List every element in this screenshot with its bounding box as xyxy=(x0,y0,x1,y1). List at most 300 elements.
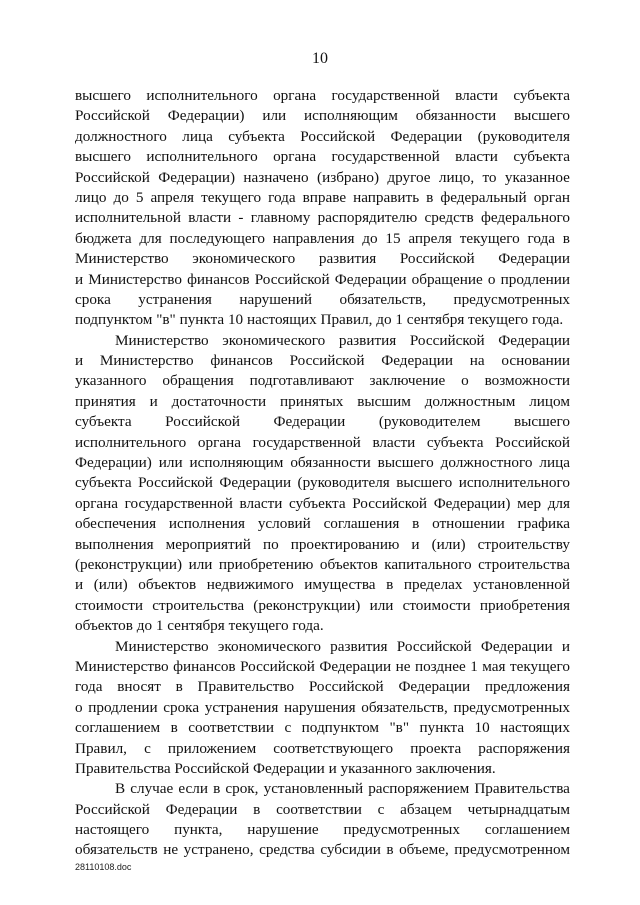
word: в xyxy=(213,780,221,798)
word: обязанности xyxy=(290,454,371,472)
word: вправе xyxy=(302,188,347,206)
word: отношении xyxy=(432,515,505,533)
word: графика xyxy=(517,515,570,533)
word: должностного xyxy=(440,454,533,472)
word: Федерации xyxy=(253,759,325,777)
text-line xyxy=(75,514,570,534)
word: исполняющим xyxy=(304,107,398,125)
word: Российской xyxy=(75,107,150,125)
word: апреля xyxy=(150,188,195,206)
word: обеспечения xyxy=(75,515,157,533)
word: устранено, xyxy=(183,841,254,859)
paragraph xyxy=(75,779,570,861)
word: федерального xyxy=(481,209,570,227)
word: последующего xyxy=(169,229,266,247)
word: устранения xyxy=(204,698,279,716)
word: и xyxy=(75,352,84,370)
word: продлении xyxy=(500,270,570,288)
word: направления xyxy=(272,229,355,247)
word: субъекта xyxy=(228,127,285,145)
document-body xyxy=(75,86,570,861)
text-line xyxy=(75,616,570,636)
word: высшего xyxy=(75,148,131,166)
word: случае xyxy=(130,780,174,798)
text-line xyxy=(75,351,570,371)
word: распоряжения xyxy=(478,739,570,757)
word: бюджета xyxy=(75,229,132,247)
word: Федерации xyxy=(273,413,346,431)
text-line xyxy=(75,698,570,718)
text-line xyxy=(75,147,570,167)
word: проектированию xyxy=(290,535,400,553)
word: объектов xyxy=(75,617,133,635)
word: с xyxy=(377,800,385,818)
text-line xyxy=(75,575,570,595)
word: срока xyxy=(163,698,200,716)
word: настоящих xyxy=(500,719,570,737)
word: мая xyxy=(482,657,506,675)
word: и xyxy=(411,535,420,553)
word: строительства xyxy=(478,555,570,573)
word: или xyxy=(158,454,183,472)
word: по xyxy=(262,535,279,553)
word: распоряжением xyxy=(368,780,470,798)
word: с xyxy=(284,719,292,737)
word: текущего xyxy=(509,657,570,675)
text-line xyxy=(75,820,570,840)
word: (руководителем xyxy=(378,413,481,431)
word: главному xyxy=(250,209,311,227)
word: объектов xyxy=(319,555,378,573)
word: в xyxy=(253,800,261,818)
page-number: 10 xyxy=(312,50,328,67)
word: до xyxy=(113,188,129,206)
word: Министерство xyxy=(88,270,182,288)
word: (или) xyxy=(93,576,128,594)
word: в xyxy=(426,188,434,206)
word: или xyxy=(369,596,394,614)
word: "в" xyxy=(156,311,176,329)
text-line xyxy=(75,188,570,208)
word: органа xyxy=(273,87,317,104)
word: строительства xyxy=(152,596,245,614)
word: государственной xyxy=(331,148,440,166)
word: до xyxy=(362,229,378,247)
word: Правительство xyxy=(197,678,295,696)
word: приобретению xyxy=(218,555,314,573)
word: и xyxy=(328,759,337,777)
text-line xyxy=(75,494,570,514)
word: в xyxy=(562,229,570,247)
text-line xyxy=(75,800,570,820)
word: распорядителю xyxy=(317,209,418,227)
word: власти xyxy=(455,148,498,166)
word: мероприятий xyxy=(165,535,251,553)
word: экономического xyxy=(222,331,326,349)
word: Российской xyxy=(300,127,376,145)
word: основании xyxy=(501,352,570,370)
text-line xyxy=(75,106,570,126)
word: Федерации xyxy=(165,800,238,818)
text-line xyxy=(75,473,570,493)
word: другое xyxy=(387,168,431,186)
word: исполнительного xyxy=(75,433,187,451)
text-line xyxy=(75,555,570,575)
word: предусмотренных xyxy=(343,821,460,839)
word: Федерации) xyxy=(433,494,511,512)
word: если xyxy=(178,780,208,798)
word: пункта xyxy=(179,311,225,329)
text-line xyxy=(75,371,570,391)
word: позднее xyxy=(414,657,466,675)
word: высшим xyxy=(357,392,411,410)
word: государственной xyxy=(124,494,233,512)
word: - xyxy=(238,209,244,227)
paragraph xyxy=(75,637,570,780)
word: условий xyxy=(257,515,311,533)
word: 15 xyxy=(385,229,401,247)
word: соответствии xyxy=(276,800,362,818)
text-line xyxy=(75,270,570,290)
word: финансов xyxy=(210,352,273,370)
word: стоимости xyxy=(75,596,143,614)
word: с xyxy=(144,739,151,757)
word: (или) xyxy=(431,535,466,553)
word: срока xyxy=(75,290,111,308)
word: недвижимого xyxy=(206,576,294,594)
word: исполнительного xyxy=(146,148,258,166)
word: Федерации xyxy=(334,270,407,288)
word: капитального xyxy=(384,555,472,573)
word: 1 xyxy=(470,657,478,675)
word: государственной xyxy=(252,433,361,451)
word: обязанности xyxy=(415,107,497,125)
paragraph xyxy=(75,331,570,637)
word: или xyxy=(262,107,287,125)
word: субсидии xyxy=(320,841,381,859)
word: экономического xyxy=(217,637,321,655)
word: соответствующего xyxy=(273,739,394,757)
word: то xyxy=(482,168,497,186)
word: апреля xyxy=(408,229,452,247)
word: не xyxy=(163,841,179,859)
word: высшего xyxy=(75,87,131,104)
word: направить xyxy=(353,188,420,206)
word: подпунктом xyxy=(301,719,380,737)
word: средства xyxy=(259,841,315,859)
word: Федерации) xyxy=(167,107,245,125)
word: высшего xyxy=(513,413,570,431)
text-line xyxy=(75,290,570,310)
word: лицо, xyxy=(438,168,475,186)
word: указанного xyxy=(340,759,413,777)
word: Правительства xyxy=(75,759,171,777)
text-line xyxy=(75,433,570,453)
word: года xyxy=(75,678,103,696)
word: продлении xyxy=(88,698,158,716)
word: подпунктом xyxy=(75,311,153,329)
word: пункта, xyxy=(174,821,223,839)
word: соответствии xyxy=(188,719,275,737)
word: Федерации xyxy=(319,657,392,675)
word: строительству xyxy=(477,535,570,553)
word: развития xyxy=(330,637,388,655)
word: устранения xyxy=(138,290,212,308)
word: исполнительной xyxy=(75,209,181,227)
word: Федерации xyxy=(219,474,292,492)
word: Федерации xyxy=(381,352,453,370)
word: принятых xyxy=(279,392,344,410)
word: приложением xyxy=(167,739,257,757)
word: в xyxy=(175,678,183,696)
word: власти xyxy=(188,209,232,227)
word: Российской xyxy=(254,270,330,288)
word: выполнения xyxy=(75,535,154,553)
text-line xyxy=(75,310,570,330)
word: обращение xyxy=(411,270,483,288)
word: финансов xyxy=(173,657,236,675)
word: приобретения xyxy=(479,596,570,614)
word: назначено xyxy=(243,168,309,186)
word: федеральный xyxy=(440,188,527,206)
word: предложения xyxy=(484,678,570,696)
text-line xyxy=(75,331,570,351)
word: должностным xyxy=(424,392,516,410)
word: нарушение xyxy=(247,821,319,839)
word: для xyxy=(139,229,162,247)
word: о xyxy=(75,698,83,716)
word: нарушения xyxy=(284,698,356,716)
word: соглашением xyxy=(484,821,570,839)
word: лица xyxy=(539,454,570,472)
word: Российской xyxy=(495,433,570,451)
word: лицом xyxy=(529,392,570,410)
word: Федерации) xyxy=(75,454,152,472)
word: для xyxy=(547,494,570,512)
word: стоимости xyxy=(402,596,471,614)
text-line xyxy=(75,208,570,228)
word: органа xyxy=(197,433,241,451)
word: развития xyxy=(318,250,377,268)
text-line xyxy=(75,718,570,738)
word: обращения xyxy=(162,372,234,390)
word: должностного xyxy=(75,127,167,145)
word: Российской xyxy=(399,250,475,268)
paragraph xyxy=(75,86,570,331)
word: заключение xyxy=(369,372,446,390)
word: Российской xyxy=(75,800,150,818)
word: (руководителя xyxy=(477,127,570,145)
text-line xyxy=(75,453,570,473)
word: Российской xyxy=(75,168,150,186)
word: Российской xyxy=(289,352,365,370)
word: соглашения xyxy=(323,515,400,533)
word: субъекта xyxy=(75,474,132,492)
word: срок, xyxy=(225,780,259,798)
word: Правил, xyxy=(75,739,127,757)
text-line xyxy=(75,392,570,412)
word: средств xyxy=(424,209,474,227)
word: пределах xyxy=(403,576,463,594)
word: (руководителя xyxy=(297,474,390,492)
word: четырнадцатым xyxy=(467,800,570,818)
word: года. xyxy=(531,311,564,329)
word: объеме, xyxy=(399,841,449,859)
word: высшего xyxy=(396,474,453,492)
word: Российской xyxy=(308,678,384,696)
word: в xyxy=(386,841,394,859)
document-footer: 28110108.doc xyxy=(75,862,132,872)
word: лицо xyxy=(75,188,107,206)
text-line xyxy=(75,535,570,555)
word: Российской xyxy=(409,331,485,349)
word: Федерации xyxy=(480,637,553,655)
word: Министерство xyxy=(115,637,209,655)
word: принятия xyxy=(75,392,136,410)
word: года xyxy=(527,229,555,247)
text-line xyxy=(75,127,570,147)
word: вносят xyxy=(117,678,161,696)
word: Правил, xyxy=(320,311,373,329)
text-line xyxy=(75,840,570,860)
word: о xyxy=(487,270,496,288)
word: орган xyxy=(533,188,570,206)
word: Федерации xyxy=(390,127,463,145)
text-line xyxy=(75,759,570,779)
word: установленный xyxy=(263,780,364,798)
word: или xyxy=(188,555,213,573)
word: и xyxy=(75,576,84,594)
word: до xyxy=(376,311,392,329)
word: текущего xyxy=(228,617,289,635)
word: до xyxy=(136,617,153,635)
word: и xyxy=(561,637,570,655)
word: текущего xyxy=(459,229,520,247)
word: Российской xyxy=(396,637,472,655)
word: субъекта xyxy=(513,87,570,104)
word: предусмотренном xyxy=(454,841,570,859)
word: Министерство xyxy=(75,250,169,268)
word: развития xyxy=(338,331,397,349)
word: на xyxy=(469,352,485,370)
word: проекта xyxy=(410,739,462,757)
word: указанного xyxy=(75,372,147,390)
word: достаточности xyxy=(171,392,267,410)
text-line xyxy=(75,86,570,106)
text-line xyxy=(75,596,570,616)
word: 1 xyxy=(155,617,164,635)
word: не xyxy=(395,657,411,675)
word: Федерации) xyxy=(158,168,236,186)
word: власти xyxy=(372,433,416,451)
word: в xyxy=(386,576,394,594)
word: высшего xyxy=(377,454,434,472)
word: соглашением xyxy=(75,719,161,737)
text-line xyxy=(75,168,570,188)
word: установленной xyxy=(473,576,570,594)
text-line xyxy=(75,637,570,657)
word: обязательств xyxy=(75,841,158,859)
word: лица xyxy=(182,127,213,145)
word: исполнения xyxy=(168,515,245,533)
word: (реконструкции) xyxy=(253,596,361,614)
word: органа xyxy=(75,494,119,512)
word: экономического xyxy=(192,250,296,268)
word: нарушений xyxy=(239,290,313,308)
word: Министерство xyxy=(115,331,209,349)
word: обязательств, xyxy=(361,698,448,716)
word: года xyxy=(268,188,296,206)
word: субъекта xyxy=(75,413,132,431)
word: пункта xyxy=(419,719,465,737)
text-line xyxy=(75,249,570,269)
word: о xyxy=(461,372,469,390)
word: сентября xyxy=(406,311,465,329)
text-line xyxy=(75,657,570,677)
word: сентября xyxy=(167,617,225,635)
word: имущества xyxy=(304,576,376,594)
word: объектов xyxy=(138,576,197,594)
word: подготавливают xyxy=(249,372,354,390)
text-line xyxy=(75,412,570,432)
word: текущего xyxy=(201,188,262,206)
word: обязательств, xyxy=(339,290,426,308)
word: текущего xyxy=(468,311,529,329)
word: и xyxy=(75,270,84,288)
word: Министерство xyxy=(99,352,194,370)
word: "в" xyxy=(389,719,410,737)
text-line xyxy=(75,739,570,759)
word: Российской xyxy=(138,474,213,492)
word: настоящего xyxy=(75,821,150,839)
word: В xyxy=(115,780,126,798)
word: органа xyxy=(273,148,317,166)
text-line xyxy=(75,677,570,697)
word: субъекта xyxy=(513,148,570,166)
word: исполнительного xyxy=(458,474,570,492)
word: 10 xyxy=(474,719,490,737)
word: абзацем xyxy=(400,800,452,818)
word: Российской xyxy=(352,494,428,512)
word: заключения. xyxy=(415,759,496,777)
word: (избрано) xyxy=(317,168,380,186)
word: настоящих xyxy=(246,311,317,329)
word: (реконструкции) xyxy=(75,555,183,573)
text-line xyxy=(75,779,570,799)
word: предусмотренных xyxy=(453,290,570,308)
word: предусмотренных xyxy=(453,698,570,716)
word: власти xyxy=(455,87,498,104)
word: в xyxy=(412,515,420,533)
word: Российской xyxy=(165,413,241,431)
word: указанное xyxy=(504,168,570,186)
word: государственной xyxy=(331,87,440,104)
word: возможности xyxy=(484,372,570,390)
word: Федерации xyxy=(498,331,570,349)
word: и xyxy=(149,392,158,410)
word: Российской xyxy=(240,657,315,675)
word: мер xyxy=(517,494,542,512)
word: субъекта xyxy=(426,433,484,451)
word: 1 xyxy=(395,311,403,329)
word: исполнительного xyxy=(146,87,258,104)
word: года. xyxy=(292,617,324,635)
word: власти xyxy=(239,494,283,512)
word: субъекта xyxy=(288,494,346,512)
word: в xyxy=(170,719,178,737)
word: 5 xyxy=(135,188,144,206)
text-line xyxy=(75,229,570,249)
